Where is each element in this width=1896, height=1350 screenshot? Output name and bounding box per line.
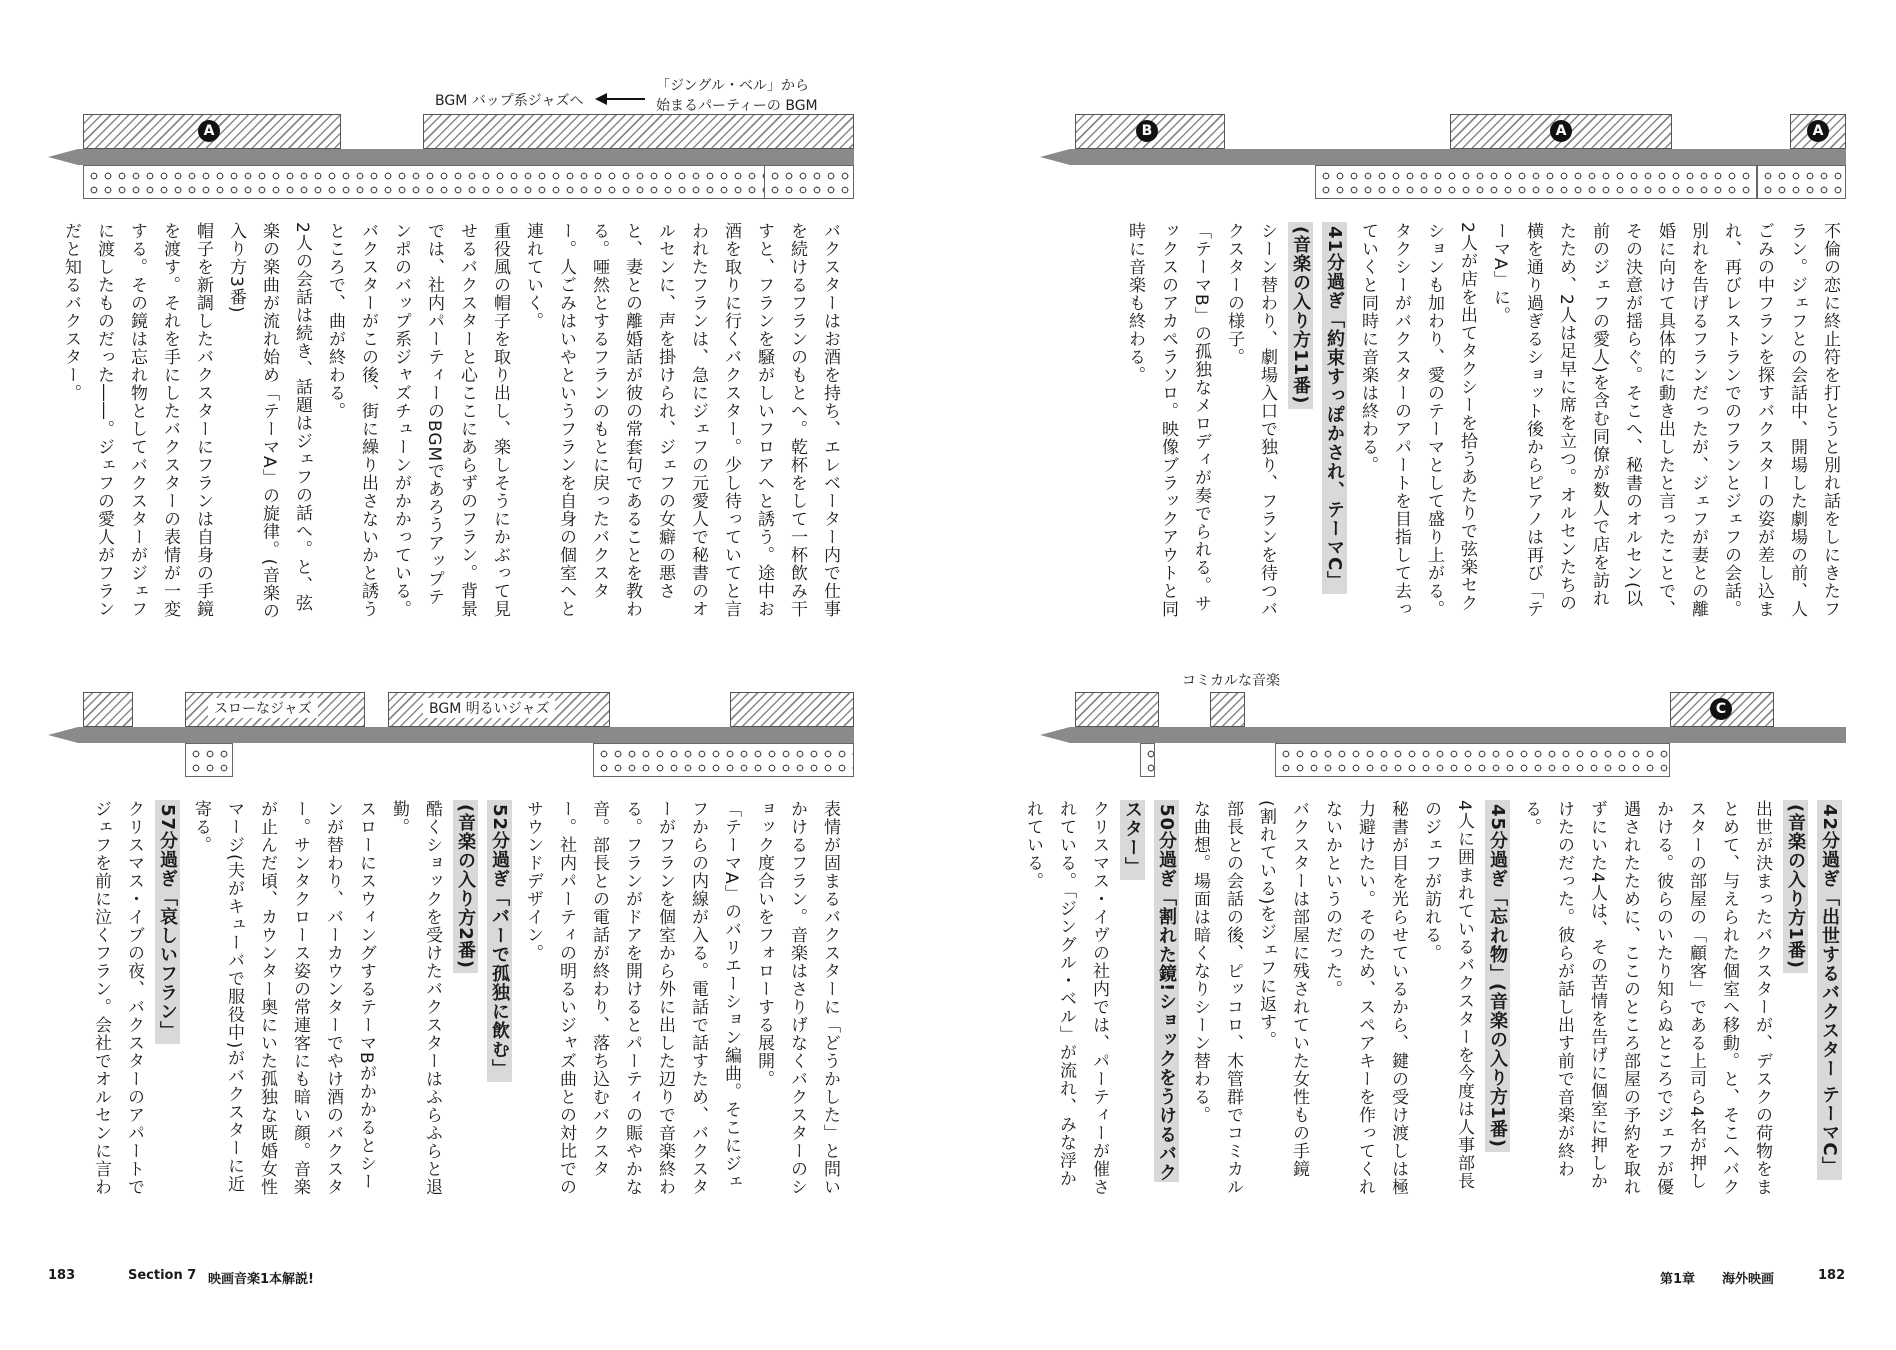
section-heading: 42分過ぎ「出世するバクスター テーマC」 (1817, 800, 1842, 1180)
arrow-left-icon (595, 92, 647, 106)
paragraph: 表情が固まるバクスターに「どうかした」と問いかけるフラン。音楽はさりげなくバクスターのショック度合いをフォローする展開。 (754, 800, 840, 1196)
slow-jazz-label: スローなジャズ (208, 698, 318, 718)
paragraph: スローにスウィングするテーマBがかかるとシーンが替わり、バーカウンターでやけ酒のバクスター。サンタクロース姿の常連客にも暗い顔。音楽が止んだ頃、カウンター奥にいた孤独な既婚女性マージ(夫がキューバで服役中)がバクスターに近寄る。 (191, 800, 376, 1196)
right-bottom-text (1023, 800, 1846, 1200)
marker-b: B (1136, 120, 1158, 142)
section-heading: 50分過ぎ「割れた鏡!ショックをうけるバクスター」 (1122, 800, 1177, 1183)
bright-jazz-label: BGM 明るいジャズ (423, 698, 555, 718)
left-top-text (61, 222, 846, 622)
paragraph: 帽子を新調したバクスターにフランは自身の手鏡を渡す。それを手にしたバクスターの表情が一変する。その鏡は忘れ物としてバクスターがジェフに渡したものだった――。ジェフの愛人がフランだと知るバクスター。 (61, 222, 213, 618)
section-heading: 52分過ぎ「バーで孤独に飲む」 (487, 800, 512, 1082)
hatch-band (1075, 692, 1159, 727)
timeline-right-bottom (1040, 692, 1846, 808)
section-heading: 57分過ぎ「哀しいフラン」 (155, 800, 180, 1044)
marker-a: A (1550, 120, 1572, 142)
paragraph: バクスターがこの後、街に繰り出さないかと誘うところで、曲が終わる。 (325, 222, 378, 618)
timeline-arrow (48, 149, 854, 165)
hatch-band (83, 692, 133, 727)
marker-a: A (1807, 120, 1829, 142)
right-top-text (1086, 222, 1846, 622)
paragraph: 秘書が目を光らせているから、鍵の受け渡しは極力避けたい。そのため、スペアキーを作ってくれないかというのだった。 (1322, 800, 1408, 1196)
comical-music-note: コミカルな音楽 (1182, 673, 1280, 689)
timeline-arrow (48, 727, 854, 743)
jingle-bell-note-2: 始まるパーティーの BGM (656, 98, 818, 114)
paragraph: シーン替わり、劇場入口で独り、フランを待つバクスターの様子。 (1224, 222, 1277, 618)
dots-band (1757, 165, 1846, 199)
section-subheading: (音楽の入り方11番) (1288, 222, 1313, 409)
dots-band (83, 165, 789, 199)
hatch-band (730, 692, 854, 727)
hatch-band (1210, 692, 1245, 727)
dots-band (593, 743, 854, 777)
left-bottom-text (86, 800, 846, 1200)
marker-a: A (198, 120, 220, 142)
section-heading: 41分過ぎ「約束すっぽかされ、テーマC」 (1322, 222, 1347, 594)
paragraph: クリスマス・イヴの社内では、パーティーが催されている。「ジングル・ベル」が流れ、みな浮かれている。 (1023, 800, 1109, 1196)
paragraph: 2人が店を出てタクシーを拾うあたりで弦楽セクションも加わり、愛のテーマとして盛り上がる。タクシーがバクスターのアパートを目指して去っていくと同時に音楽は終わる。 (1358, 222, 1477, 618)
paragraph: 4人に囲まれているバクスターを今度は人事部長のジェフが訪れる。 (1421, 800, 1474, 1190)
paragraph: 「テーマB」の孤独なメロディが奏でられる。サックスのアカペラソロ。映像ブラックアウトと同時に音楽も終わる。 (1125, 222, 1211, 618)
chapter-title: 海外映画 (1722, 1272, 1775, 1287)
page-number-left: 183 (48, 1268, 76, 1283)
timeline-arrow (1040, 727, 1846, 743)
section-title: 映画音楽1本解説! (208, 1272, 314, 1287)
paragraph: バクスターはお酒を持ち、エレベーター内で仕事を続けるフランのもとへ。乾杯をして一杯飲み干すと、フランを騒がしいフロアへと誘う。途中お酒を取りに行くバクスター。少し待っていてと言われたフランは、急にジェフの元愛人で秘書のオルセンに、声を掛けられ、ジェフの女癖の悪さと、妻との離婚話が彼の常套句であることを教わる。唖然とするフランのもとに戻ったバクスター。人ごみはいやというフランを自身の個室へと連れていく。 (523, 222, 840, 618)
paragraph: 酷くショックを受けたバクスターはふらふらと退勤。 (389, 800, 442, 1196)
bgm-bop-note: BGM バップ系ジャズへ (435, 93, 584, 109)
section-subheading: (音楽の入り方2番) (453, 800, 478, 973)
paragraph: 不倫の恋に終止符を打とうと別れ話をしにきたフラン。ジェフとの会話中、開場した劇場の前、人ごみの中フランを探すバクスターの姿が差し込まれ、再びレストランでのフランとジェフの会話。 (1721, 222, 1840, 618)
dots-band (185, 743, 233, 777)
marker-c: C (1710, 698, 1732, 720)
paragraph: バクスターは部屋に残されていた女性もの手鏡(割れている)をジェフに返す。 (1256, 800, 1309, 1178)
paragraph: 別れを告げるフランだったが、ジェフが妻との離婚に向けて具体的に動き出したと言ったことで、その決意が揺らぐ。そこへ、秘書のオルセン(以前のジェフの愛人)を含む同僚が数人で店を訪れたため、2人は足早に席を立つ。オルセンたちの横を通り過ぎるショット後からピアノは再び「テーマA」に。 (1490, 222, 1708, 618)
chapter-label: 第1章 (1660, 1272, 1696, 1287)
timeline-right-top (1040, 114, 1846, 230)
paragraph: 部長との会話の後、ピッコロ、木管群でコミカルな曲想。場面は暗くなりシーン替わる。 (1190, 800, 1243, 1196)
paragraph: 出世が決まったバクスターが、デスクの荷物をまとめて、与えられた個室へ移動。と、そこへバクスターの部屋の「顧客」である上司ら4名が押しかける。彼らのいたり知らぬところでジェフが優遇されたために、ここのところ部屋の予約を取れずにいた4人は、その苦情を告げに個室に押しかけたのだった。彼らが話し出す前で音楽が終わる。 (1521, 800, 1772, 1196)
paragraph: 重役風の帽子を取り出し、楽しそうにかぶって見せるバクスターと心ここにあらずのフラン。背景では、社内パーティーのBGMであろうアップテンポのバップ系ジャズチューンがかかっている。 (391, 222, 510, 618)
section-label: Section 7 (128, 1268, 197, 1283)
jingle-bell-note-1: 「ジングル・ベル」から (656, 78, 809, 94)
page-number-right: 182 (1818, 1268, 1846, 1283)
paragraph: 2人の会話は続き、話題はジェフの話へ。と、弦楽の楽曲が流れ始め「テーマA」の旋律。(音楽の入り方3番) (226, 222, 312, 621)
dots-band (1315, 165, 1757, 199)
dots-band (764, 165, 854, 199)
dots-band (1140, 743, 1155, 777)
section-heading: 45分過ぎ「忘れ物」(音楽の入り方1番) (1485, 800, 1510, 1152)
paragraph: 「テーマA」のバリエーション編曲。そこにジェフからの内線が入る。電話で話すため、バクスターがフランを個室から外に出した辺りで音楽終わる。フランがドアを開けるとパーティの賑やかな音。部長との電話が終わり、落ち込むバクスター。社内パーティの明るいジャズ曲との対比でのサウンドデザイン。 (523, 800, 741, 1196)
hatch-band (423, 114, 854, 149)
timeline-left-top (48, 114, 854, 230)
section-subheading: (音楽の入り方1番) (1783, 800, 1808, 973)
dots-band (1275, 743, 1670, 777)
paragraph: クリスマス・イブの夜、バクスターのアパートでジェフを前に泣くフラン。会社でオルセンに言わ (91, 800, 144, 1196)
timeline-left-bottom (48, 692, 854, 808)
timeline-arrow (1040, 149, 1846, 165)
